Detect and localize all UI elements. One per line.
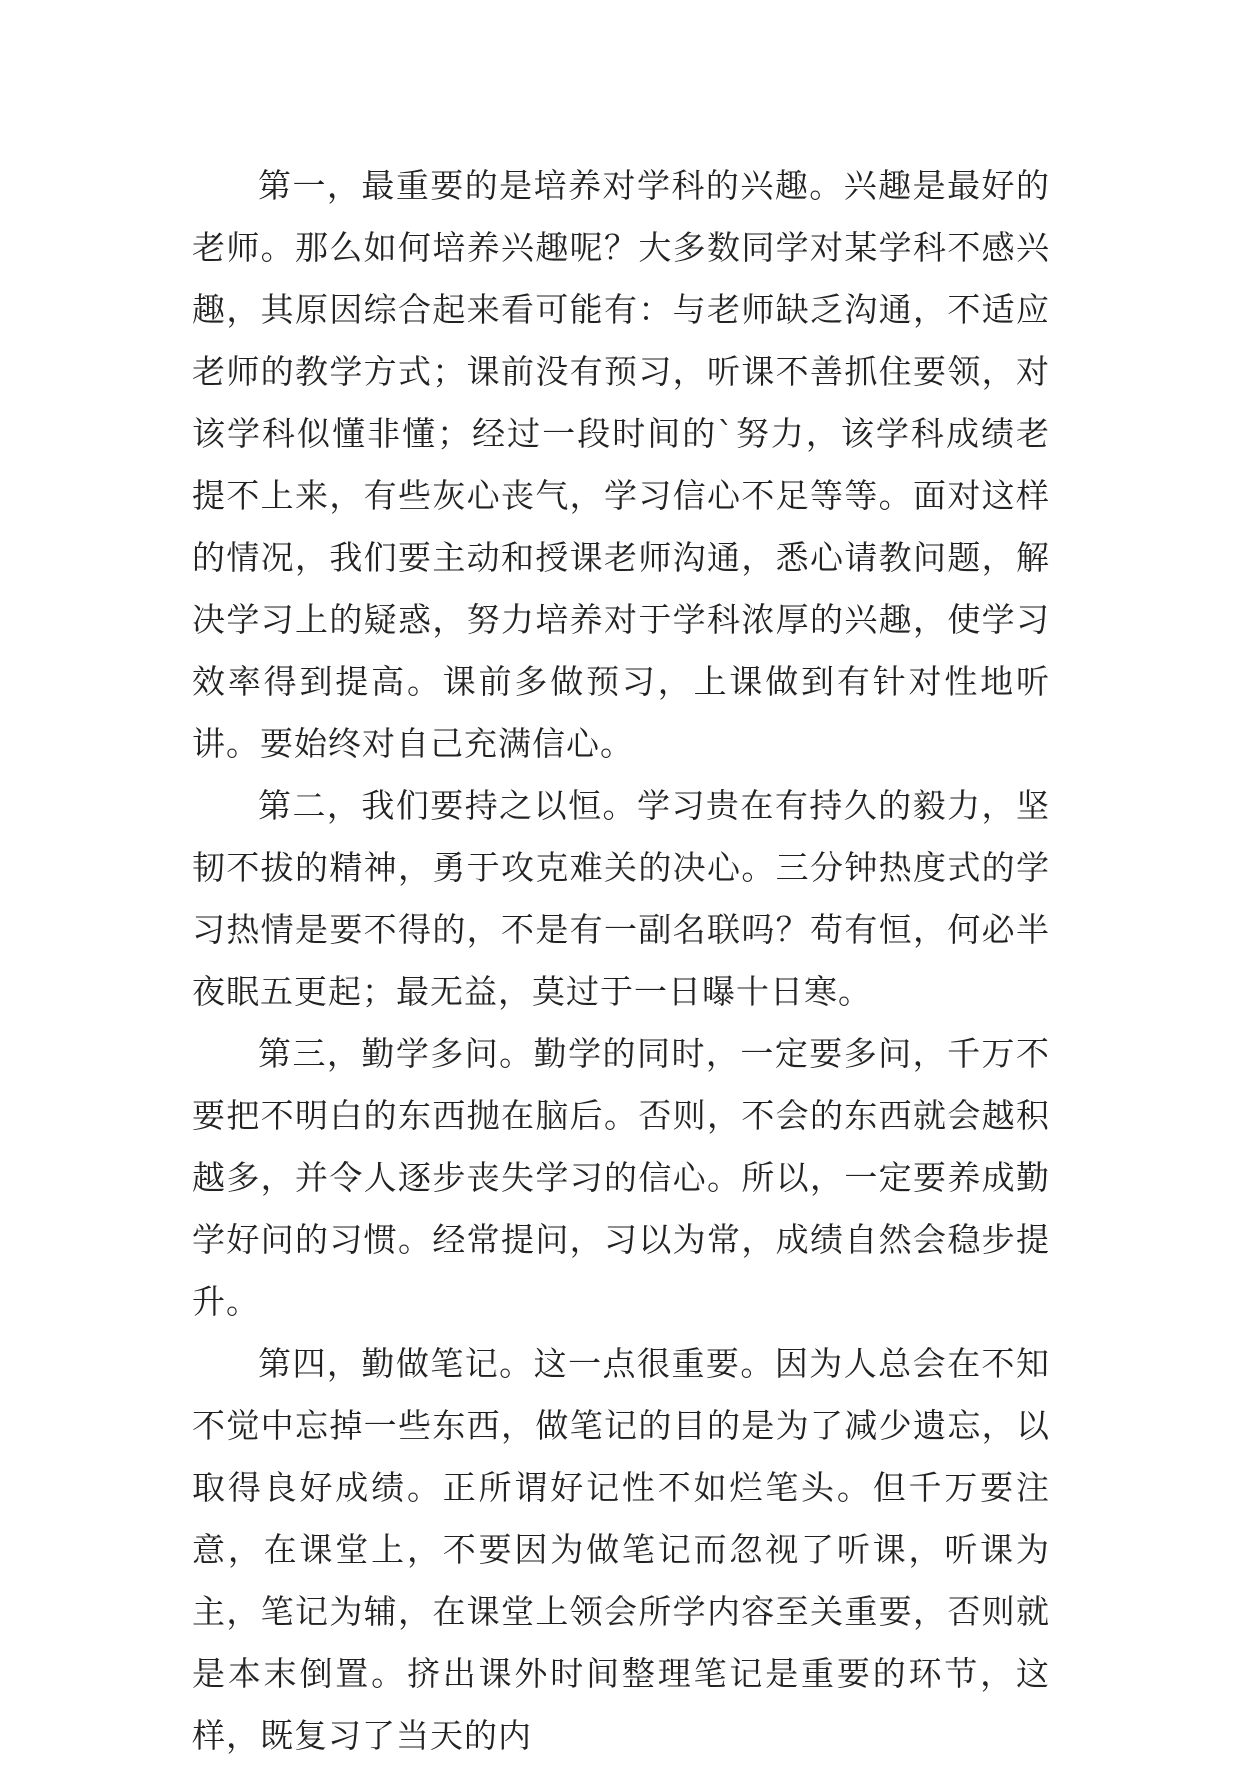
- paragraph-perseverance: 第二，我们要持之以恒。学习贵在有持久的毅力，坚韧不拔的精神，勇于攻克难关的决心。三分钟热度式的学习热情是要不得的，不是有一副名联吗？苟有恒，何必半夜眠五更起；最无益，莫过于一日曝十日寒。: [192, 786, 1050, 1011]
- paragraph-take-notes: 第四，勤做笔记。这一点很重要。因为人总会在不知不觉中忘掉一些东西，做笔记的目的是为了减少遗忘，以取得良好成绩。正所谓好记性不如烂笔头。但千万要注意，在课堂上，不要因为做笔记而忽视了听课，听课为主，笔记为辅，在课堂上领会所学内容至关重要，否则就是本末倒置。挤出课外时间整理笔记是重要的环节，这样，既复习了当天的内: [192, 1344, 1050, 1755]
- document-body: [192, 155, 1050, 1767]
- paragraph-ask-questions: 第三，勤学多问。勤学的同时，一定要多问，千万不要把不明白的东西抛在脑后。否则，不会的东西就会越积越多，并令人逐步丧失学习的信心。所以，一定要养成勤学好问的习惯。经常提问，习以为常，成绩自然会稳步提升。: [192, 1034, 1050, 1321]
- paragraph-interest: 第一，最重要的是培养对学科的兴趣。兴趣是最好的老师。那么如何培养兴趣呢？大多数同学对某学科不感兴趣，其原因综合起来看可能有：与老师缺乏沟通，不适应老师的教学方式；课前没有预习，听课不善抓住要领，对该学科似懂非懂；经过一段时间的`努力，该学科成绩老提不上来，有些灰心丧气，学习信心不足等等。面对这样的情况，我们要主动和授课老师沟通，悉心请教问题，解决学习上的疑惑，努力培养对于学科浓厚的兴趣，使学习效率得到提高。课前多做预习，上课做到有针对性地听讲。要始终对自己充满信心。: [192, 166, 1050, 763]
